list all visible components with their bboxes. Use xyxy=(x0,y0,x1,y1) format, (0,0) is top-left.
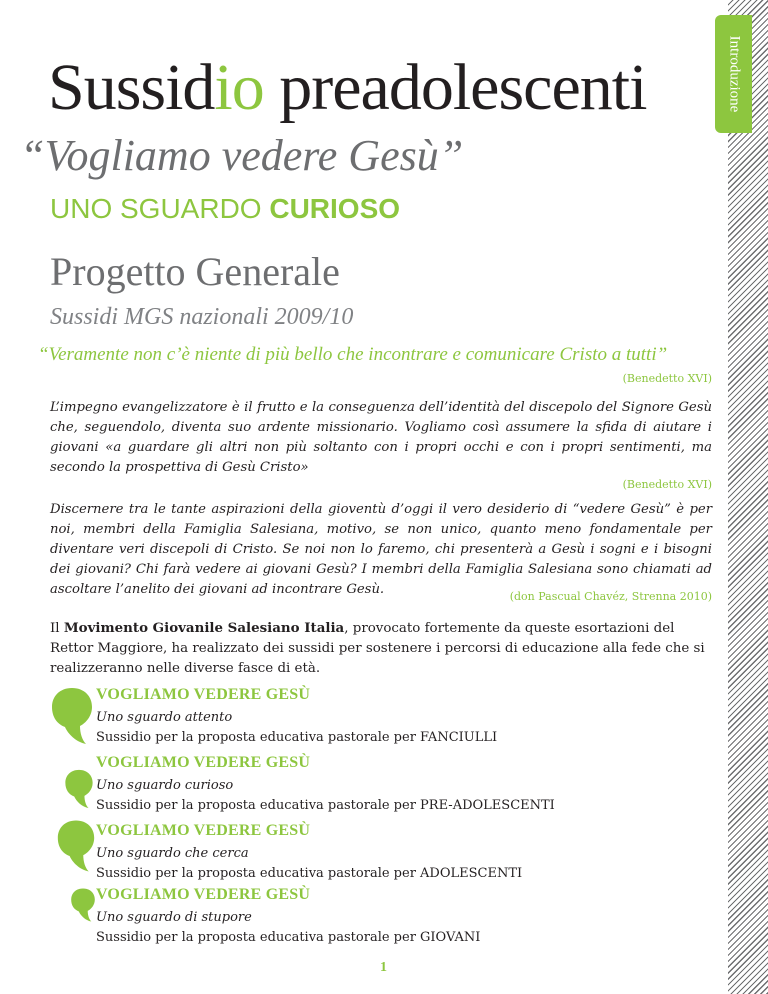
item-description: Sussidio per la proposta educativa pastorale per PRE-ADOLESCENTI xyxy=(96,798,555,813)
item-subtitle: Uno sguardo che cerca xyxy=(96,846,249,861)
section-tab xyxy=(715,15,752,133)
item-heading: VOGLIAMO VEDERE GESÙ xyxy=(96,886,311,903)
list-item xyxy=(50,822,714,894)
page-title xyxy=(48,48,646,128)
title-part-1: Sussid xyxy=(48,51,215,124)
intro-pre: Il xyxy=(50,621,64,636)
intro-post: , provocato fortemente da queste esortazioni del Rettor Maggiore, ha realizzato dei sussidi per sostenere i percorsi di educazione alla fede che si realizzeranno nelle diverse fasce di età. xyxy=(50,621,705,676)
item-heading: VOGLIAMO VEDERE GESÙ xyxy=(96,686,311,703)
tagline-light: UNO SGUARDO xyxy=(50,193,270,224)
quote-2-source: (Benedetto XVI) xyxy=(622,478,712,491)
quote-3-source: (don Pascual Chavéz, Strenna 2010) xyxy=(509,590,712,603)
quote-1-source: (Benedetto XVI) xyxy=(622,372,712,385)
title-part-3: preadolescenti xyxy=(263,51,647,124)
item-subtitle: Uno sguardo attento xyxy=(96,710,233,725)
list-item xyxy=(50,886,714,958)
intro-bold: Movimento Giovanile Salesiano Italia xyxy=(63,620,345,636)
speech-bubble-icon xyxy=(70,886,96,924)
item-subtitle: Uno sguardo di stupore xyxy=(96,910,252,925)
speech-bubble-icon xyxy=(50,686,94,746)
quote-benedetto-1: “Veramente non c’è niente di più bello che incontrare e comunicare Cristo a tutti” xyxy=(38,344,668,365)
list-item xyxy=(50,754,714,826)
striped-margin xyxy=(728,0,768,994)
title-part-2: io xyxy=(214,51,264,124)
intro-paragraph xyxy=(50,618,714,679)
tagline xyxy=(50,192,400,226)
page-number: 1 xyxy=(380,960,387,975)
tagline-bold: CURIOSO xyxy=(269,193,401,224)
list-item xyxy=(50,686,714,758)
item-description: Sussidio per la proposta educativa pastorale per ADOLESCENTI xyxy=(96,866,523,881)
project-subtitle: Sussidi MGS nazionali 2009/10 xyxy=(50,304,354,330)
quote-benedetto-2: L’impegno evangelizzatore è il frutto e la conseguenza dell’identità del discepolo del Signore Gesù che, seguendolo, diventa suo ardente missionario. Vogliamo così assumere la sfida di aiutare i giovani «a guardare gli altri non più soltanto con i propri occhi e con i propri sentimenti, ma secondo la prospettiva di Gesù Cristo» xyxy=(50,400,712,475)
speech-bubble-icon xyxy=(56,818,96,874)
item-subtitle: Uno sguardo curioso xyxy=(96,778,234,793)
section-tab-label: Introduzione xyxy=(726,35,742,113)
quote-chavez: Discernere tra le tante aspirazioni della gioventù d’oggi il vero desiderio di “vedere Gesù” è per noi, membri della Famiglia Salesiana, motivo, se non unico, quanto meno fondamentale per diventare veri discepoli di Cristo. Se noi non lo faremo, chi presenterà a Gesù i sogni e i bisogni dei giovani? Chi farà vedere ai giovani Gesù? I membri della Famiglia Salesiana sono chiamati ad ascoltare l’anelito dei giovani ad incontrare Gesù. xyxy=(50,502,712,597)
item-heading: VOGLIAMO VEDERE GESÙ xyxy=(96,822,311,839)
page-subtitle: “Vogliamo vedere Gesù” xyxy=(20,131,464,180)
item-description: Sussidio per la proposta educativa pastorale per GIOVANI xyxy=(96,930,481,945)
item-description: Sussidio per la proposta educativa pastorale per FANCIULLI xyxy=(96,730,498,745)
project-title: Progetto Generale xyxy=(50,249,340,294)
item-heading: VOGLIAMO VEDERE GESÙ xyxy=(96,754,311,771)
speech-bubble-icon xyxy=(64,768,94,810)
